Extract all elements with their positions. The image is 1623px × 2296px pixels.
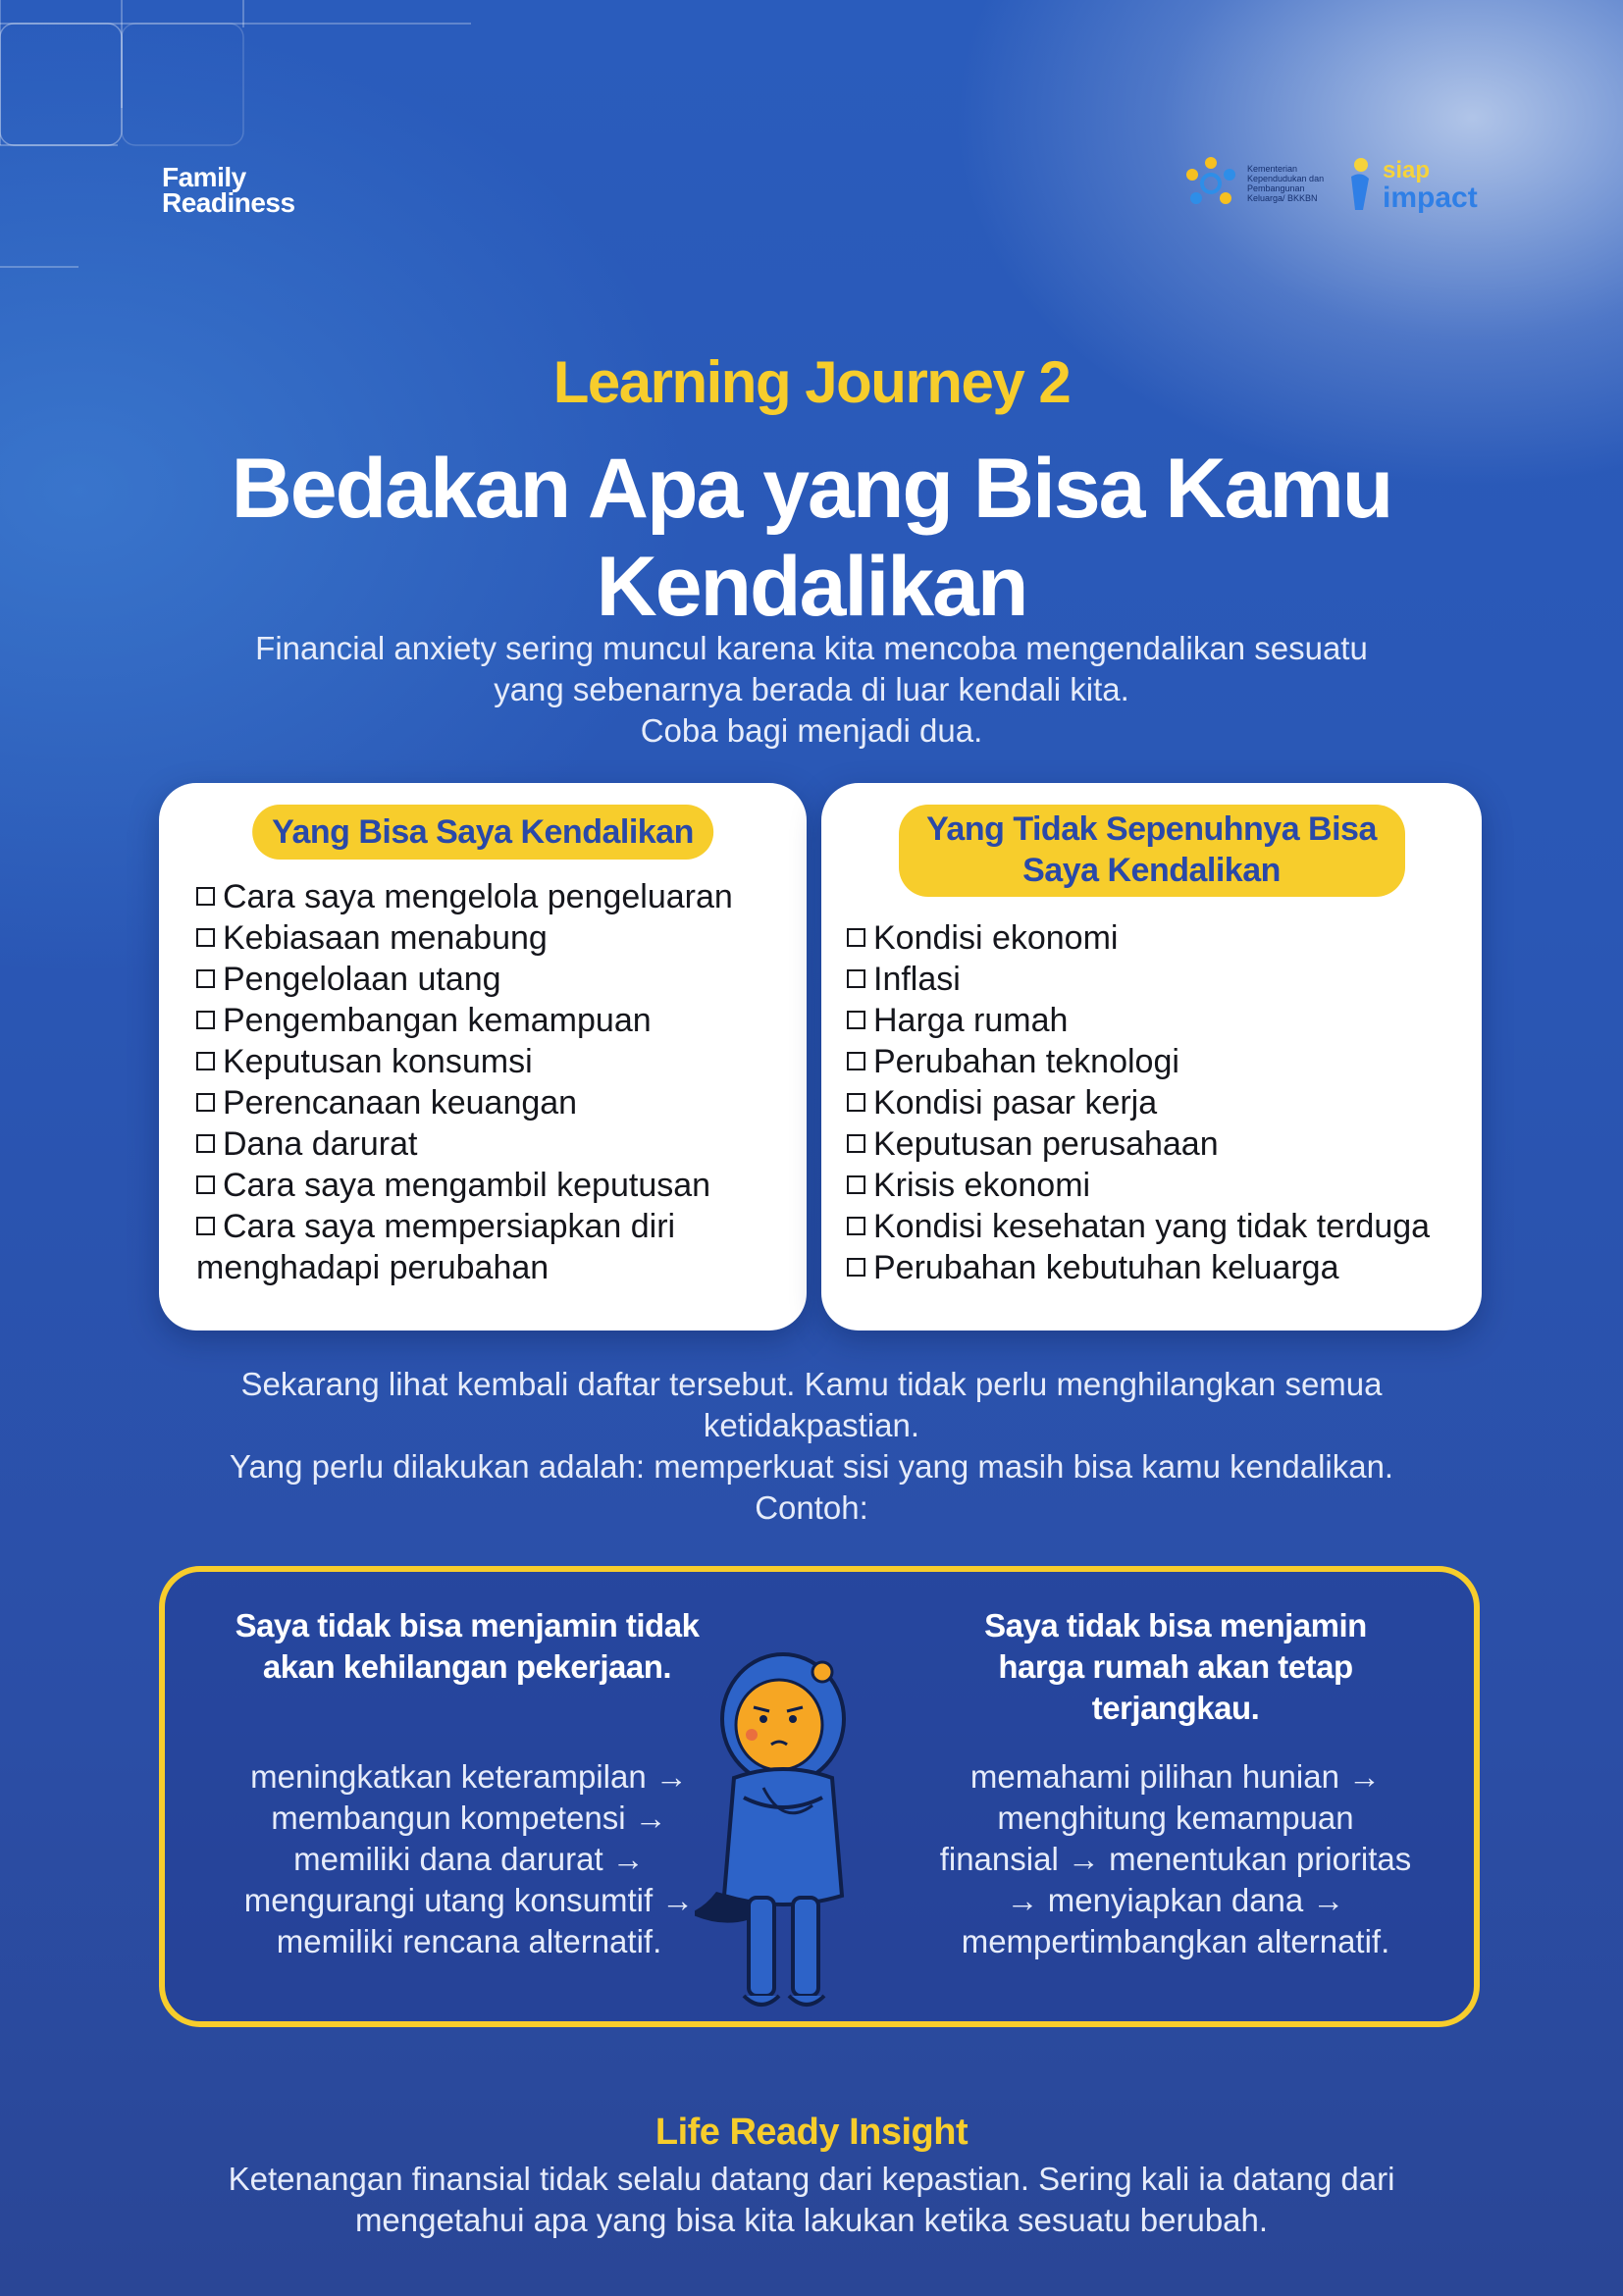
list-item-label: Krisis ekonomi bbox=[873, 1167, 1091, 1204]
checkbox-icon bbox=[196, 928, 215, 947]
checkbox-icon bbox=[196, 969, 215, 988]
list-item bbox=[847, 1082, 1475, 1123]
list-item bbox=[847, 917, 1475, 959]
list-item bbox=[196, 1082, 795, 1123]
list-item-label: Perubahan kebutuhan keluarga bbox=[873, 1249, 1339, 1286]
checkbox-icon bbox=[847, 1134, 865, 1153]
list-item bbox=[847, 1000, 1475, 1041]
reflection-line1: Sekarang lihat kembali daftar tersebut. Kamu tidak perlu menghilangkan semua bbox=[240, 1366, 1383, 1402]
insight-line1: Ketenangan finansial tidak selalu datang dari kepastian. Sering kali ia datang dari bbox=[228, 2161, 1395, 2197]
checkbox-icon bbox=[847, 1175, 865, 1194]
list-item-label: Pengelolaan utang bbox=[223, 961, 501, 998]
example-left-step: memiliki dana darurat → bbox=[293, 1841, 645, 1877]
example-left-step: membangun kompetensi → bbox=[271, 1800, 667, 1836]
list-item-label: Cara saya mengelola pengeluaran bbox=[223, 878, 733, 915]
checkbox-icon bbox=[847, 1011, 865, 1029]
list-item bbox=[847, 1165, 1475, 1206]
list-item-label: Kondisi ekonomi bbox=[873, 919, 1119, 957]
example-right-step: → menyiapkan dana → bbox=[1006, 1882, 1345, 1918]
partner-logos bbox=[1182, 155, 1478, 212]
bkkbn-logo-icon bbox=[1182, 155, 1239, 212]
checkbox-icon bbox=[196, 1052, 215, 1070]
list-item-label: Harga rumah bbox=[873, 1002, 1069, 1039]
list-item-label: Perubahan teknologi bbox=[873, 1043, 1179, 1080]
list-item bbox=[196, 876, 795, 917]
checkbox-icon bbox=[196, 1011, 215, 1029]
worried-character-illustration bbox=[695, 1650, 871, 2023]
reflection-line2: ketidakpastian. bbox=[703, 1407, 920, 1443]
list-item bbox=[847, 1247, 1475, 1288]
list-item bbox=[196, 1123, 795, 1165]
list-item bbox=[196, 1041, 795, 1082]
insight-line2: mengetahui apa yang bisa kita lakukan ketika sesuatu berubah. bbox=[354, 2202, 1269, 2238]
controllable-list bbox=[196, 876, 795, 1288]
list-item-continuation: menghadapi perubahan bbox=[196, 1249, 550, 1286]
insight-text bbox=[0, 2159, 1623, 2241]
intro-line3: Coba bagi menjadi dua. bbox=[640, 712, 983, 749]
siap-figure-icon bbox=[1345, 155, 1375, 212]
reflection-line4: Contoh: bbox=[755, 1489, 868, 1526]
controllable-title: Yang Bisa Saya Kendalikan bbox=[252, 805, 713, 860]
example-left-step: memiliki rencana alternatif. bbox=[276, 1923, 662, 1959]
list-item-label: Dana darurat bbox=[223, 1125, 418, 1163]
checkbox-icon bbox=[847, 928, 865, 947]
checkbox-icon bbox=[196, 887, 215, 906]
list-item bbox=[196, 959, 795, 1000]
reflection-line3: Yang perlu dilakukan adalah: memperkuat sisi yang masih bisa kamu kendalikan. bbox=[229, 1448, 1394, 1485]
example-right-heading-line: Saya tidak bisa menjamin bbox=[984, 1607, 1367, 1644]
intro-text bbox=[0, 628, 1623, 752]
title-line1: Bedakan Apa yang Bisa Kamu bbox=[231, 442, 1392, 536]
example-right-heading-line: harga rumah akan tetap bbox=[998, 1648, 1353, 1685]
example-left-step: mengurangi utang konsumtif → bbox=[243, 1882, 695, 1918]
bkkbn-name: Kementerian Kependudukan dan Pembangunan Keluarga/ BKKBN bbox=[1247, 164, 1325, 203]
list-item-label: Pengembangan kemampuan bbox=[223, 1002, 652, 1039]
list-item bbox=[847, 1206, 1475, 1247]
checkbox-icon bbox=[847, 1258, 865, 1277]
examples-box bbox=[159, 1566, 1480, 2027]
example-right-heading-line: terjangkau. bbox=[1091, 1690, 1260, 1726]
list-item-label: Cara saya mengambil keputusan bbox=[223, 1167, 711, 1204]
example-right-step: menghitung kemampuan bbox=[997, 1800, 1354, 1836]
example-left-steps bbox=[184, 1756, 754, 1962]
brand-line2: Readiness bbox=[162, 187, 295, 218]
list-item bbox=[196, 917, 795, 959]
decorative-grid bbox=[0, 0, 471, 275]
uncontrollable-list bbox=[847, 917, 1475, 1288]
siap-text: siap bbox=[1383, 157, 1431, 183]
list-item-label: Inflasi bbox=[873, 961, 961, 998]
siap-impact-logo bbox=[1383, 155, 1478, 212]
example-right-step: mempertimbangkan alternatif. bbox=[961, 1923, 1390, 1959]
family-readiness-logo bbox=[162, 162, 295, 218]
checkbox-icon bbox=[196, 1217, 215, 1235]
page-title bbox=[0, 440, 1623, 636]
example-left-heading-line: akan kehilangan pekerjaan. bbox=[262, 1648, 672, 1685]
insight-title: Life Ready Insight bbox=[654, 2112, 969, 2153]
list-item bbox=[847, 959, 1475, 1000]
list-item bbox=[196, 1000, 795, 1041]
example-right-step: memahami pilihan hunian → bbox=[969, 1758, 1382, 1795]
uncontrollable-card bbox=[821, 783, 1482, 1331]
intro-line1: Financial anxiety sering muncul karena kita mencoba mengendalikan sesuatu bbox=[255, 630, 1368, 666]
intro-line2: yang sebenarnya berada di luar kendali kita. bbox=[494, 671, 1129, 707]
controllable-card bbox=[159, 783, 807, 1331]
list-item-label: Kebiasaan menabung bbox=[223, 919, 548, 957]
impact-text: impact bbox=[1383, 182, 1478, 214]
list-item-label: Perencanaan keuangan bbox=[223, 1084, 578, 1122]
list-item bbox=[847, 1041, 1475, 1082]
checkbox-icon bbox=[847, 969, 865, 988]
example-right-step: finansial → menentukan prioritas bbox=[939, 1841, 1412, 1877]
checkbox-icon bbox=[196, 1134, 215, 1153]
example-right-steps bbox=[891, 1756, 1460, 1962]
list-item-label: Cara saya mempersiapkan diri bbox=[223, 1208, 676, 1245]
reflection-text bbox=[0, 1364, 1623, 1529]
list-item bbox=[196, 1165, 795, 1206]
list-item-label: Kondisi pasar kerja bbox=[873, 1084, 1158, 1122]
example-right-heading bbox=[930, 1605, 1421, 1729]
list-item bbox=[847, 1123, 1475, 1165]
title-line2: Kendalikan bbox=[596, 540, 1027, 634]
example-left-heading bbox=[202, 1605, 732, 1688]
list-item-label: Keputusan perusahaan bbox=[873, 1125, 1219, 1163]
brand-line1: Family bbox=[162, 162, 246, 192]
uncontrollable-title: Yang Tidak Sepenuhnya Bisa Saya Kendalikan bbox=[899, 805, 1405, 897]
list-item-label: Kondisi kesehatan yang tidak terduga bbox=[873, 1208, 1431, 1245]
learning-journey-label: Learning Journey 2 bbox=[552, 349, 1071, 415]
list-item bbox=[196, 1206, 795, 1247]
checkbox-icon bbox=[847, 1052, 865, 1070]
checkbox-icon bbox=[847, 1217, 865, 1235]
checkbox-icon bbox=[847, 1093, 865, 1112]
checkbox-icon bbox=[196, 1093, 215, 1112]
list-item-label: Keputusan konsumsi bbox=[223, 1043, 533, 1080]
example-left-step: meningkatkan keterampilan → bbox=[250, 1758, 688, 1795]
checkbox-icon bbox=[196, 1175, 215, 1194]
example-left-heading-line: Saya tidak bisa menjamin tidak bbox=[235, 1607, 700, 1644]
